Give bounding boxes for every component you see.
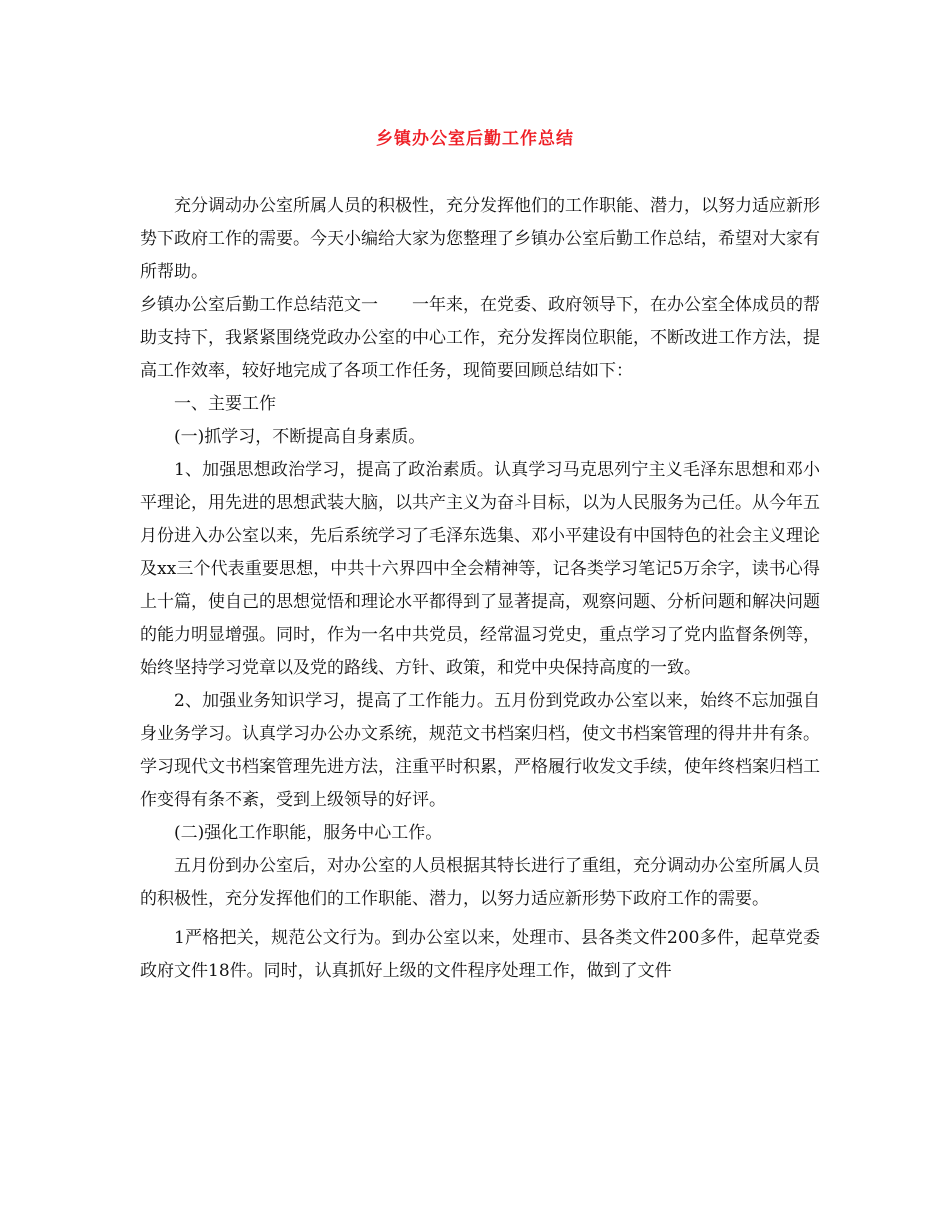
- paragraph-intro: 充分调动办公室所属人员的积极性，充分发挥他们的工作职能、潜力，以努力适应新形势下政府工作的需要。今天小编给大家为您整理了乡镇办公室后勤工作总结，希望对大家有所帮助。: [140, 196, 820, 282]
- paragraph-sample-one: 乡镇办公室后勤工作总结范文一 一年来，在党委、政府领导下，在办公室全体成员的帮助支持下，我紧紧围绕党政办公室的中心工作，充分发挥岗位职能，不断改进工作方法，提高工作效率，较好地完成了各项工作任务，现简要回顾总结如下：: [140, 295, 820, 381]
- paragraph-document-handling: 1严格把关，规范公文行为。到办公室以来，处理市、县各类文件200多件，起草党委政府文件18件。同时，认真抓好上级的文件程序处理工作，做到了文件: [140, 928, 820, 981]
- heading-work-function: (二)强化工作职能，服务中心工作。: [174, 823, 443, 843]
- document-title: 乡镇办公室后勤工作总结: [376, 129, 574, 149]
- heading-study: (一)抓学习，不断提高自身素质。: [174, 427, 426, 447]
- paragraph-business-study: 2、加强业务知识学习，提高了工作能力。五月份到党政办公室以来，始终不忘加强自身业务学习。认真学习办公办文系统，规范文书档案归档，使文书档案管理的得井井有条。学习现代文书档案管理先进方法，注重平时积累，严格履行收发文手续，使年终档案归档工作变得有条不紊，受到上级领导的好评。: [140, 691, 820, 810]
- heading-main-work: 一、主要工作: [174, 394, 276, 414]
- paragraph-political-study: 1、加强思想政治学习，提高了政治素质。认真学习马克思列宁主义毛泽东思想和邓小平理论，用先进的思想武装大脑，以共产主义为奋斗目标，以为人民服务为己任。从今年五月份进入办公室以来，先后系统学习了毛泽东选集、邓小平建设有中国特色的社会主义理论及xx三个代表重要思想，中共十六界四中全会精神等，记各类学习笔记5万余字，读书心得上十篇，使自己的思想觉悟和理论水平都得到了显著提高，观察问题、分析问题和解决问题的能力明显增强。同时，作为一名中共党员，经常温习党史，重点学习了党内监督条例等，始终坚持学习党章以及党的路线、方针、政策，和党中央保持高度的一致。: [140, 460, 820, 678]
- paragraph-reorganization: 五月份到办公室后，对办公室的人员根据其特长进行了重组，充分调动办公室所属人员的积极性，充分发挥他们的工作职能、潜力，以努力适应新形势下政府工作的需要。: [140, 856, 820, 909]
- document-body: [140, 190, 820, 988]
